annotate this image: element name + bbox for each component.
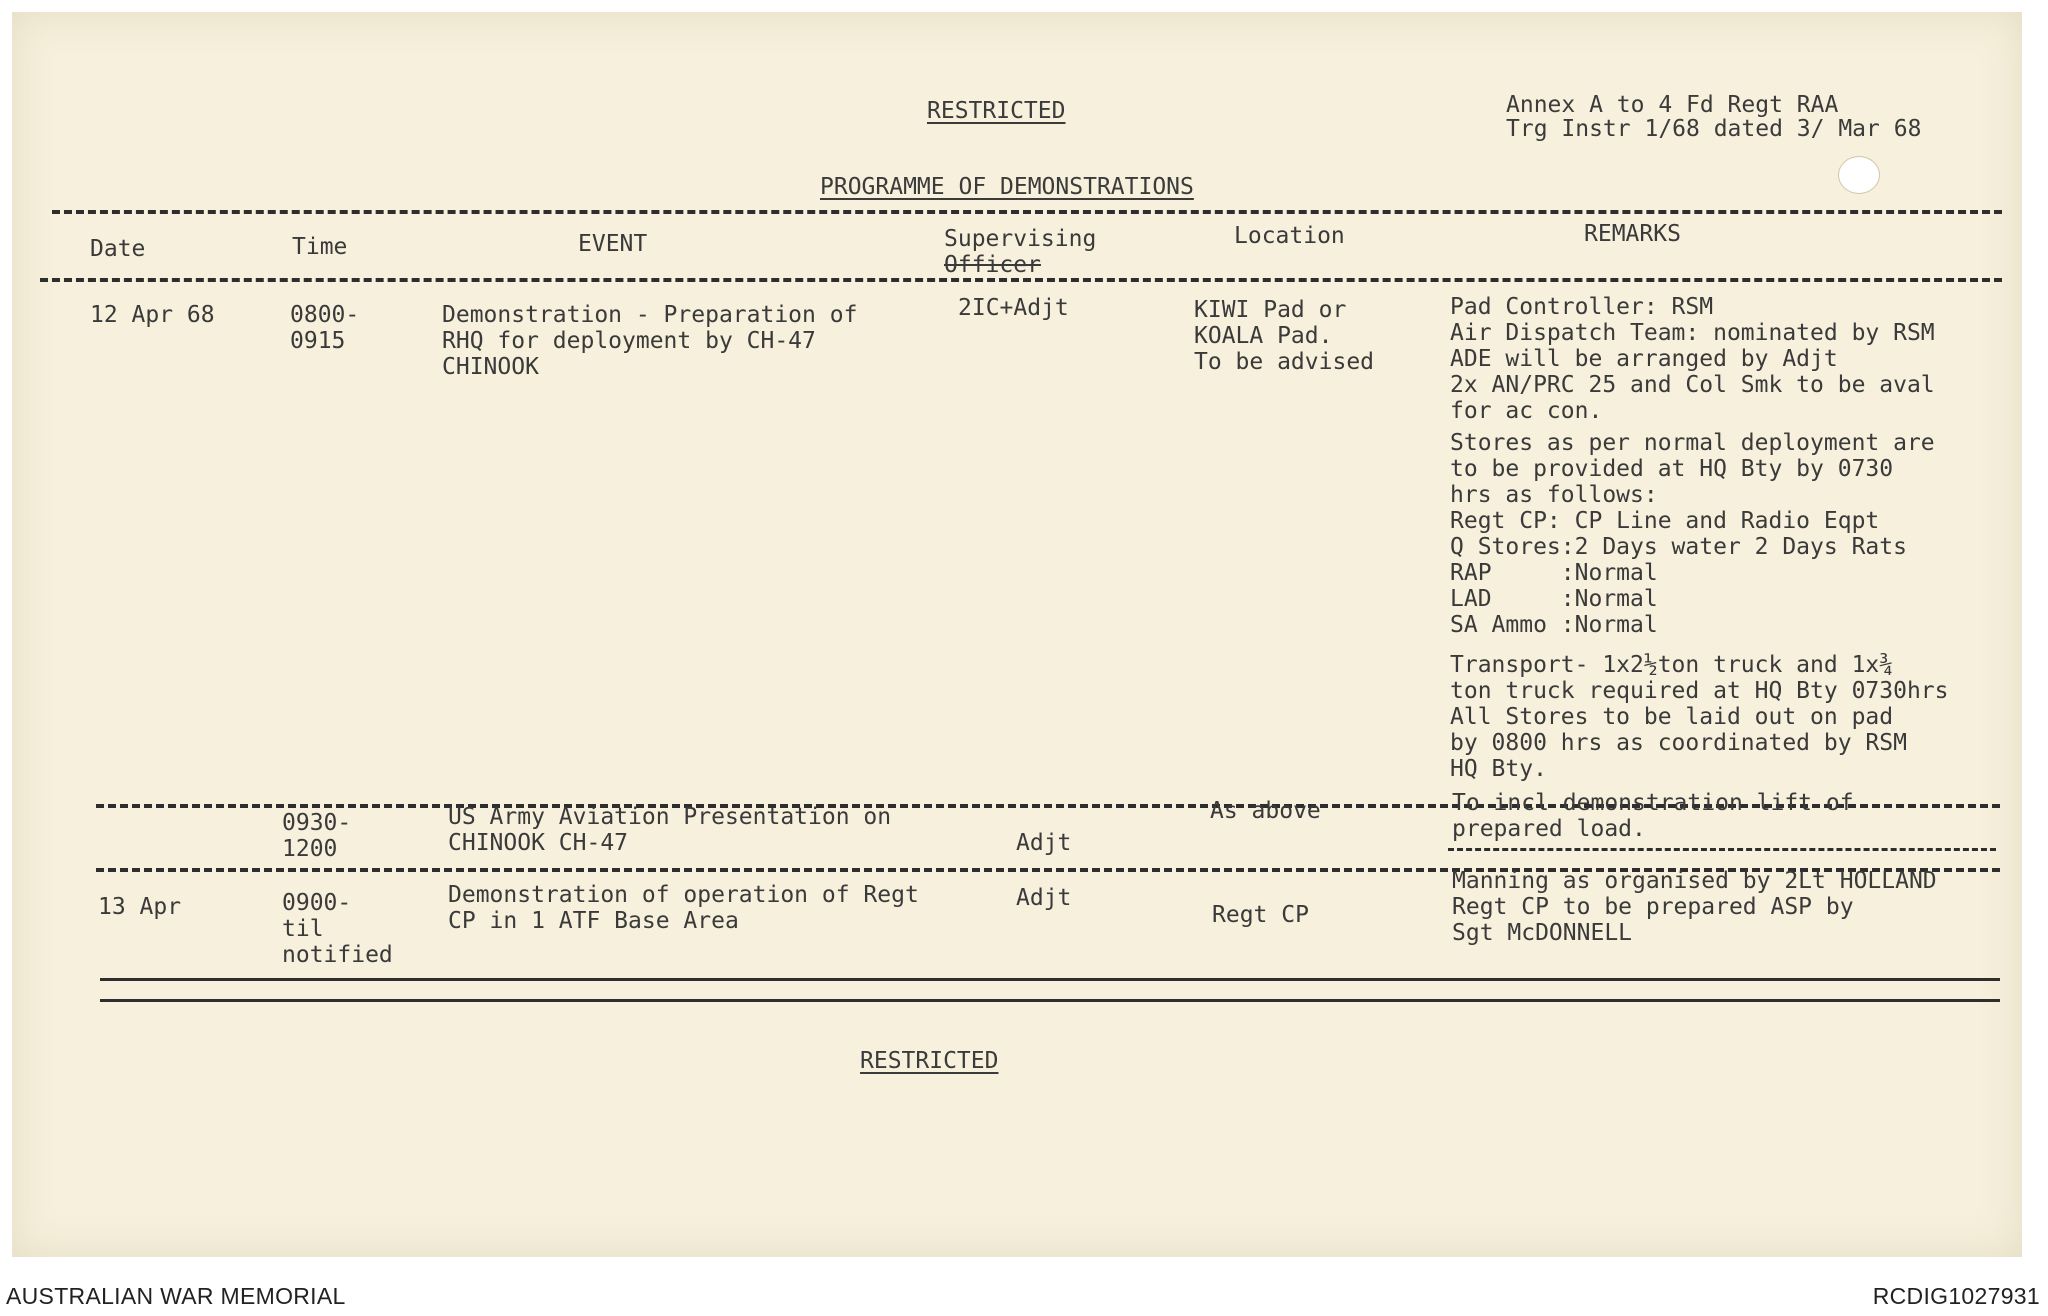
row-3-officer-line: Adjt [1016,885,1072,911]
row-2-event [448,804,891,856]
table-bottom-rule [100,999,2000,1002]
row-3-date [98,894,181,920]
row-1-remarks-1-line-3: ADE will be arranged by Adjt [1450,346,1838,372]
table-top-rule [52,210,2002,214]
row-1-remarks-paragraph-3 [1450,652,1949,782]
row-2-remarks-rule [1448,848,1996,851]
row-1-remarks-3-line-2: ton truck required at HQ Bty 0730hrs [1450,678,1949,704]
row-3-event [448,882,919,934]
header-event: EVENT [578,231,648,257]
row-3-officer [1016,885,1071,911]
footer-restricted-mark: RESTRICTED [860,1048,999,1074]
row-1-location-line-1: KIWI Pad or [1194,297,1347,323]
row-1-remarks-paragraph-2 [1450,430,1935,638]
header-officer-line-1: Supervising [944,226,1097,252]
row-1-remarks-1-line-4: 2x AN/PRC 25 and Col Smk to be aval [1450,372,1935,398]
annex-reference-line-2: Trg Instr 1/68 dated 3/ Mar 68 [1506,116,1922,142]
row-2-officer [1016,830,1071,856]
row-1-remarks-2-line-4: Regt CP: CP Line and Radio Eqpt [1450,508,1880,534]
row-1-location-line-2: KOALA Pad. [1194,323,1333,349]
row-1-event-line-1: Demonstration - Preparation of [442,302,858,328]
header-time: Time [292,234,348,260]
row-3-date-line: 13 Apr [98,894,182,920]
row-1-remarks-2-line-5: Q Stores:2 Days water 2 Days Rats [1450,534,1907,560]
header-date: Date [90,236,146,262]
row-1-event [442,302,857,380]
archive-caption-right: RCDIG1027931 [1872,1283,2040,1309]
row-1-remarks-2-line-1: Stores as per normal deployment are [1450,430,1935,456]
row-1-time [290,302,359,354]
row-1-remarks-1-line-5: for ac con. [1450,398,1603,424]
row-3-remarks-line-3: Sgt McDONNELL [1452,920,1633,946]
header-supervising-officer [944,226,1096,278]
row-1-time-line-2: 0915 [290,328,346,354]
row-3-time-line-3: notified [282,942,393,968]
row-3-remarks-line-2: Regt CP to be prepared ASP by [1452,894,1854,920]
annex-reference-line-1: Annex A to 4 Fd Regt RAA [1506,92,1839,118]
row-1-remarks-1-line-1: Pad Controller: RSM [1450,294,1714,320]
header-officer-line-2: Officer [944,252,1041,278]
row-1-remarks-3-line-3: All Stores to be laid out on pad [1450,704,1894,730]
row-2-officer-line: Adjt [1016,830,1072,856]
row-3-time [282,890,393,968]
row-1-date [90,302,215,328]
row-1-officer [958,295,1069,321]
row-1-remarks-3-line-1: Transport- 1x2½ton truck and 1x¾ [1450,652,1894,678]
row-3-event-line-2: CP in 1 ATF Base Area [448,908,739,934]
header-remarks: REMARKS [1584,221,1681,247]
row-3-location-line: Regt CP [1212,902,1309,928]
row-3-location [1212,902,1309,928]
archive-caption-left: AUSTRALIAN WAR MEMORIAL [6,1283,346,1309]
row-1-remarks-3-line-4: by 0800 hrs as coordinated by RSM [1450,730,1907,756]
header-restricted-mark: RESTRICTED [927,98,1066,124]
header-location: Location [1234,223,1345,249]
row-2-time-line-1: 0930- [282,810,352,836]
row-2-event-line-1: US Army Aviation Presentation on [448,804,892,830]
document-title: PROGRAMME OF DEMONSTRATIONS [820,174,1194,200]
row-2-time [282,810,351,862]
row-3-event-line-1: Demonstration of operation of Regt [448,882,919,908]
row-1-remarks-2-line-2: to be provided at HQ Bty by 0730 [1450,456,1894,482]
row-1-location [1194,297,1374,375]
row-2-location-line: As above [1210,798,1321,824]
row-1-remarks-paragraph-1 [1450,294,1935,424]
punch-hole [1838,156,1880,194]
row-3-bottom-rule [100,978,2000,981]
row-1-event-line-2: RHQ for deployment by CH-47 [442,328,816,354]
row-1-officer-line: 2IC+Adjt [958,295,1069,321]
row-2-remarks-line-2: prepared load. [1452,816,1646,842]
row-1-event-line-3: CHINOOK [442,354,539,380]
header-bottom-rule [40,278,2002,282]
row-1-remarks-2-line-6: RAP :Normal [1450,560,1658,586]
row-3-remarks [1452,868,1937,946]
row-2-remarks [1452,790,1854,842]
row-3-time-line-1: 0900- [282,890,352,916]
row-1-remarks-2-line-3: hrs as follows: [1450,482,1658,508]
row-1-remarks-2-line-8: SA Ammo :Normal [1450,612,1658,638]
row-1-remarks-3-line-5: HQ Bty. [1450,756,1547,782]
row-1-date-line: 12 Apr 68 [90,302,215,328]
row-2-event-line-2: CHINOOK CH-47 [448,830,629,856]
row-2-time-line-2: 1200 [282,836,338,862]
row-2-location [1210,798,1321,824]
row-1-remarks-2-line-7: LAD :Normal [1450,586,1658,612]
document-sheet [12,12,2022,1257]
row-1-remarks-1-line-2: Air Dispatch Team: nominated by RSM [1450,320,1935,346]
row-1-location-line-3: To be advised [1194,349,1375,375]
row-3-remarks-line-1: Manning as organised by 2Lt HOLLAND [1452,868,1937,894]
row-1-time-line-1: 0800- [290,302,360,328]
row-3-time-line-2: til [282,916,324,942]
row-2-remarks-line-1: To incl demonstration lift of [1452,790,1854,816]
